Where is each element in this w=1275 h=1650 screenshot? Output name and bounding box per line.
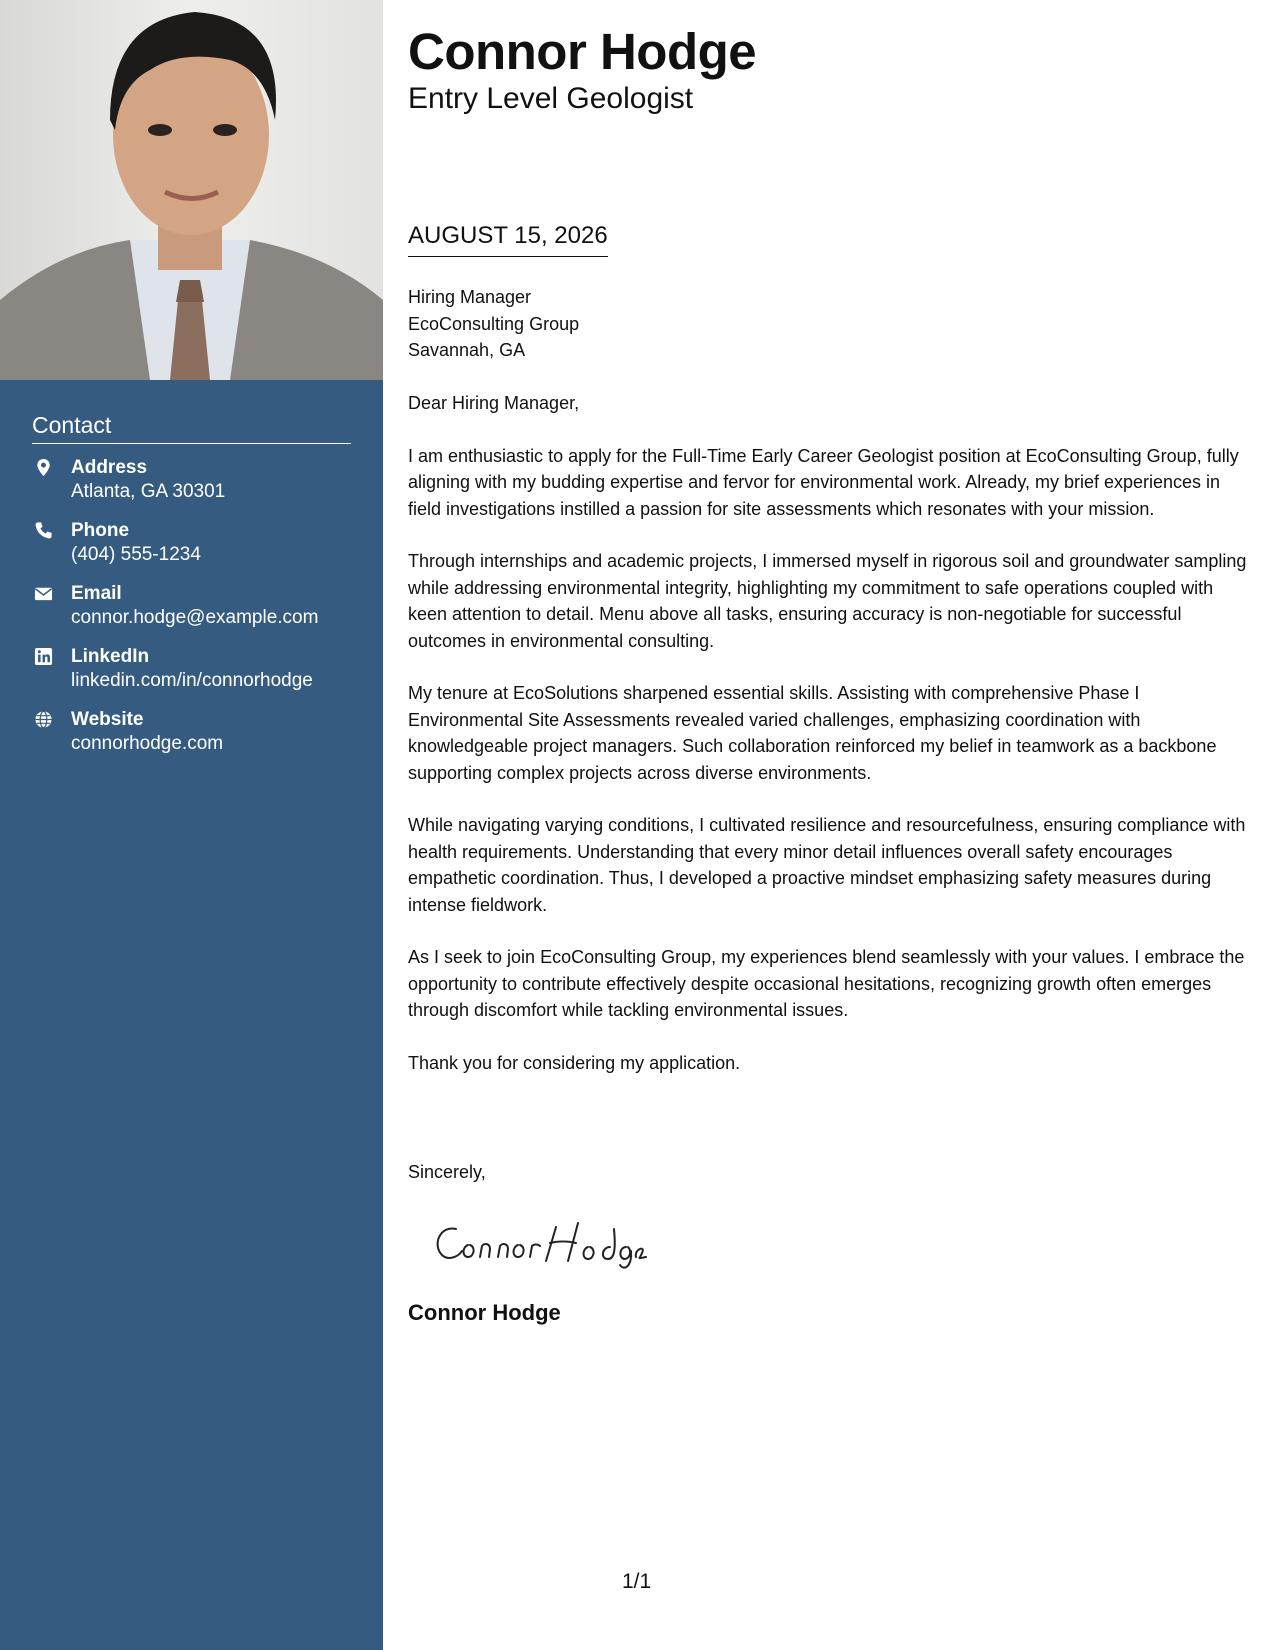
- applicant-role: Entry Level Geologist: [408, 82, 694, 115]
- globe-icon: [34, 710, 53, 729]
- contact-address: [32, 456, 351, 519]
- signer-name: Connor Hodge: [408, 1300, 561, 1325]
- phone-icon: [34, 521, 53, 540]
- contact-email: [32, 582, 351, 645]
- contact-phone: [32, 519, 351, 582]
- applicant-name: Connor Hodge: [408, 23, 757, 80]
- letter-main: [408, 20, 1253, 1325]
- contact-linkedin: [32, 645, 351, 708]
- website-value[interactable]: connorhodge.com: [71, 733, 224, 754]
- letter-date: AUGUST 15, 2026: [408, 222, 608, 257]
- linkedin-icon: [34, 647, 53, 666]
- page-number: 1/1: [622, 1570, 652, 1593]
- closing: Sincerely,: [408, 1162, 486, 1182]
- recipient-block: [408, 284, 579, 364]
- salutation: Dear Hiring Manager,: [408, 393, 580, 413]
- website-label: Website: [71, 709, 144, 730]
- recipient-location: Savannah, GA: [408, 340, 526, 360]
- phone-value: (404) 555-1234: [71, 544, 201, 565]
- email-label: Email: [71, 583, 122, 604]
- envelope-icon: [34, 584, 53, 603]
- recipient-title: Hiring Manager: [408, 287, 532, 307]
- body-paragraph: As I seek to join EcoConsulting Group, my experiences blend seamlessly with your values. I embrace the opportunity to contribute effectively despite occasional hesitations, recognizing growth often emerges through discomfort while tackling environmental issues.: [408, 947, 1245, 1020]
- body-paragraph: While navigating varying conditions, I cultivated resilience and resourcefulness, ensuring compliance with health requirements. Understanding that every minor detail influences overall safety encourages empathetic coordination. Thus, I developed a proactive mindset emphasizing safety measures during intense fieldwork.: [408, 815, 1246, 915]
- contact-website: [32, 708, 351, 771]
- email-value[interactable]: connor.hodge@example.com: [71, 607, 319, 628]
- thank-you-paragraph: Thank you for considering my application.: [408, 1052, 741, 1073]
- letter-body: [408, 390, 1253, 1102]
- address-value: Atlanta, GA 30301: [71, 481, 226, 502]
- recipient-company: EcoConsulting Group: [408, 313, 580, 334]
- body-paragraph: I am enthusiastic to apply for the Full-Time Early Career Geologist position at EcoConsulting Group, fully aligning with my budding expertise and fervor for environmental work. Already, my brief experiences in field investigations instilled a passion for site assessments which resonates with your mission.: [408, 445, 1239, 519]
- handwritten-signature: [428, 1215, 648, 1275]
- address-label: Address: [71, 457, 148, 478]
- profile-photo: [0, 0, 383, 380]
- body-paragraph: My tenure at EcoSolutions sharpened essential skills. Assisting with comprehensive Phase I Environmental Site Assessments revealed varied challenges, emphasizing coordination with knowledgeable project managers. Such collaboration reinforced my belief in teamwork as a backbone supporting complex projects across diverse environments.: [408, 683, 1217, 783]
- map-pin-icon: [34, 458, 53, 477]
- body-paragraph: Through internships and academic projects, I immersed myself in rigorous soil and groundwater sampling while addressing environmental integrity, highlighting my commitment to safe operations coupled with keen attention to detail. Menu above all tasks, ensuring accuracy is non-negotiable for successful outcomes in environmental consulting.: [408, 551, 1247, 651]
- linkedin-value[interactable]: linkedin.com/in/connorhodge: [71, 670, 313, 691]
- contact-title: Contact: [32, 412, 351, 444]
- contact-section: [32, 412, 351, 771]
- sidebar: [0, 0, 383, 1650]
- phone-label: Phone: [71, 520, 130, 541]
- linkedin-label: LinkedIn: [71, 646, 150, 667]
